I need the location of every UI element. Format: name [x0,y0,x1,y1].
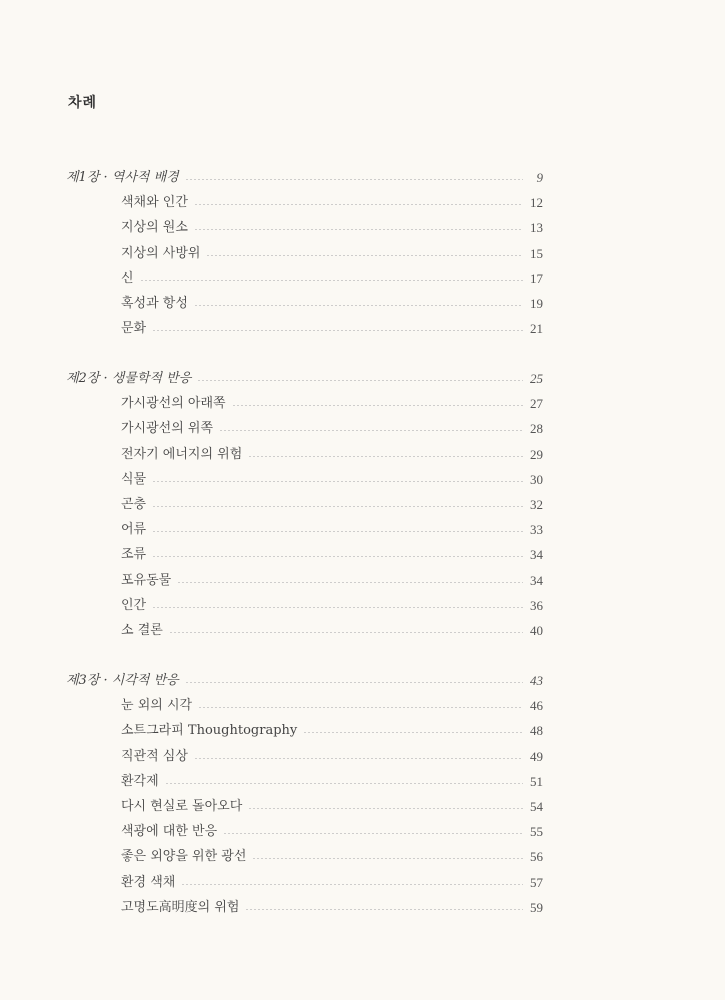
dot-leader [232,405,523,406]
dot-leader [248,808,523,809]
toc-section[interactable] [121,821,543,843]
section-title: 포유동물 [121,572,172,588]
toc-section[interactable] [121,293,543,315]
page-number: 30 [530,471,543,487]
dot-leader [219,430,523,431]
chapter-title: 제1장 · 역사적 배경 [66,170,179,185]
toc-section[interactable] [121,192,543,214]
page-number: 56 [530,849,543,865]
toc-chapter-1[interactable] [66,167,543,189]
page-number: 12 [530,195,543,211]
dot-leader [252,858,523,859]
section-title: 식물 [121,471,147,487]
dot-leader [152,330,523,331]
section-title: 어류 [121,522,147,538]
section-title: 환경 색채 [121,874,176,890]
section-title: 문화 [121,321,147,337]
toc-section[interactable] [121,243,543,265]
toc-section[interactable] [121,796,543,818]
toc-section[interactable] [121,318,543,340]
dot-leader [165,783,523,784]
dot-leader [223,833,523,834]
page-number: 13 [530,220,543,236]
dot-leader [185,682,523,683]
section-title: 소 결론 [121,623,163,638]
dot-leader [152,531,523,532]
toc-chapter-3[interactable] [66,670,543,692]
page-number: 15 [530,245,543,261]
page-number: 9 [536,170,543,185]
toc-section[interactable] [121,444,543,466]
toc-section[interactable] [121,695,543,717]
dot-leader [140,280,523,281]
toc-section[interactable] [121,418,543,440]
dot-leader [152,607,523,608]
chapter-title: 제3장 · 시각적 반응 [66,673,179,688]
page-number: 36 [530,597,543,613]
dot-leader [185,179,523,180]
dot-leader [194,204,523,205]
dot-leader [194,758,523,759]
page-number: 49 [530,748,543,764]
page-number: 32 [530,497,543,512]
section-title: 색광에 대한 반응 [121,824,218,840]
toc-section[interactable] [121,268,543,290]
toc-chapter-2[interactable] [66,368,543,390]
section-title: 인간 [121,597,147,613]
page-number: 55 [530,824,543,840]
section-title: 직관적 심상 [121,748,188,764]
page-number: 33 [530,522,543,538]
toc-section[interactable] [121,846,543,868]
toc-heading: 차례 [68,95,98,111]
section-title: 곤충 [121,497,147,512]
dot-leader [152,506,523,507]
dot-leader [152,481,523,482]
page-number: 57 [530,874,543,890]
section-title: 가시광선의 아래쪽 [121,396,226,412]
chapter-title: 제2장 · 생물학적 반응 [66,371,192,386]
dot-leader [248,456,523,457]
toc-section[interactable] [121,746,543,768]
page-number: 54 [530,799,543,814]
page-number: 34 [530,547,543,563]
page-number: 48 [530,723,543,739]
dot-leader [169,632,523,633]
section-title: 조류 [121,547,147,563]
toc-section[interactable] [121,544,543,566]
dot-leader [206,255,523,256]
page-number: 59 [530,899,543,915]
dot-leader [194,229,523,230]
toc-section[interactable] [121,872,543,894]
dot-leader [181,884,523,885]
page-number: 43 [530,673,543,688]
page-number: 25 [530,371,543,386]
section-title: 전자기 에너지의 위험 [121,446,243,462]
section-title: 다시 현실로 돌아오다 [121,799,243,814]
section-title: 눈 외의 시각 [121,698,193,714]
toc-section[interactable] [121,720,543,742]
section-title: 신 [121,270,134,286]
section-title: 혹성과 항성 [121,296,188,311]
dot-leader [194,305,523,306]
section-title: 환각제 [121,773,159,789]
dot-leader [152,556,523,557]
toc-section[interactable] [121,897,543,919]
toc-section[interactable] [121,620,543,642]
page-number: 28 [530,421,543,437]
dot-leader [303,732,523,733]
page-number: 29 [530,446,543,462]
page-number: 27 [530,396,543,412]
toc-section[interactable] [121,217,543,239]
page-number: 19 [530,296,543,311]
page-number: 51 [530,773,543,789]
page-number: 40 [530,623,543,638]
dot-leader [177,582,523,583]
section-title: 색채와 인간 [121,195,188,211]
dot-leader [197,380,523,381]
page-number: 21 [530,321,543,337]
toc-section[interactable] [121,393,543,415]
toc-section[interactable] [121,519,543,541]
section-title: 지상의 사방위 [121,245,201,261]
toc-section[interactable] [121,570,543,592]
toc-section[interactable] [121,469,543,491]
toc-section[interactable] [121,494,543,516]
section-title: 소트그라피 Thoughtography [121,723,298,739]
page-number: 17 [530,270,543,286]
section-title: 지상의 원소 [121,220,188,236]
section-title: 가시광선의 위쪽 [121,421,214,437]
section-title: 좋은 외양을 위한 광선 [121,849,247,865]
dot-leader [198,707,523,708]
dot-leader [245,909,523,910]
page-number: 46 [530,698,543,714]
section-title: 고명도高明度의 위험 [121,899,240,915]
toc-section[interactable] [121,595,543,617]
page-number: 34 [530,572,543,588]
toc-section[interactable] [121,771,543,793]
